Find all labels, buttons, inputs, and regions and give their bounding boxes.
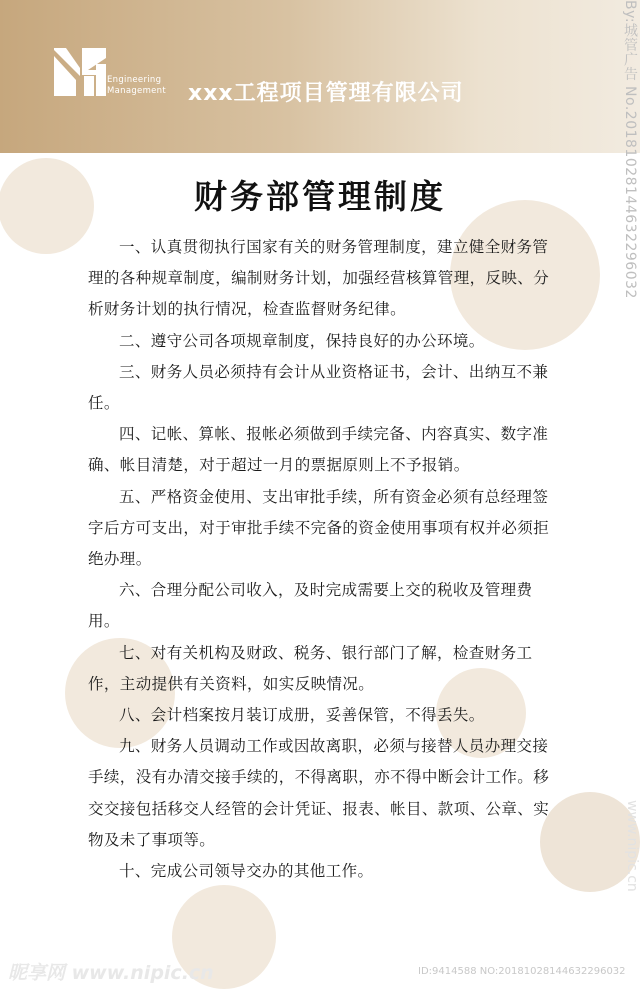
- paragraph-1: 一、认真贯彻执行国家有关的财务管理制度，建立健全财务管理的各种规章制度，编制财务计划，加强经营核算管理，反映、分析财务计划的执行情况，检查监督财务纪律。: [88, 238, 550, 319]
- paragraph-10: 十、完成公司领导交办的其他工作。: [119, 862, 374, 881]
- watermark-vertical-bottom: www.nipic.cn: [624, 800, 640, 892]
- document-title: 财务部管理制度: [194, 177, 446, 216]
- logo-line-1: Engineering: [107, 75, 162, 85]
- paragraph-9: 九、财务人员调动工作或因故离职，必须与接替人员办理交接手续，没有办清交接手续的，不得离职，亦不得中断会计工作。移交交接包括移交人经管的会计凭证、报表、帐目、款项、公章、实物及未了事项等。: [88, 737, 550, 849]
- company-logo: [52, 44, 108, 100]
- logo-text: [107, 75, 166, 96]
- logo-line-2: Management: [107, 85, 166, 96]
- paragraph-3: 三、财务人员必须持有会计从业资格证书，会计、出纳互不兼任。: [88, 362, 549, 413]
- watermark-logo: 昵享网 www.nipic.cn: [8, 962, 214, 984]
- paragraph-5: 五、严格资金使用、支出审批手续，所有资金必须有总经理签字后方可支出，对于审批手续不完备的资金使用事项有权并必须拒绝办理。: [88, 487, 550, 569]
- company-name: xxx工程项目管理有限公司: [188, 81, 464, 106]
- paragraph-7: 七、对有关机构及财政、税务、银行部门了解，检查财务工作，主动提供有关资料，如实反映情况。: [88, 643, 533, 693]
- paragraph-8: 八、会计档案按月装订成册，妥善保管，不得丢失。: [119, 706, 485, 725]
- watermark-vertical: By:城管广告 No.20181028144632296032: [622, 0, 638, 299]
- paragraph-2: 二、遵守公司各项规章制度，保持良好的办公环境。: [119, 331, 485, 350]
- paragraph-4: 四、记帐、算帐、报帐必须做到手续完备、内容真实、数字准确、帐目清楚，对于超过一月的票据原则上不予报销。: [88, 425, 549, 475]
- document-body: [88, 232, 556, 887]
- header-banner: [0, 0, 640, 153]
- paragraph-6: 六、合理分配公司收入，及时完成需要上交的税收及管理费用。: [88, 581, 533, 631]
- watermark-id: ID:9414588 NO:20181028144632296032: [418, 966, 626, 977]
- logo-mark-icon: [52, 44, 108, 100]
